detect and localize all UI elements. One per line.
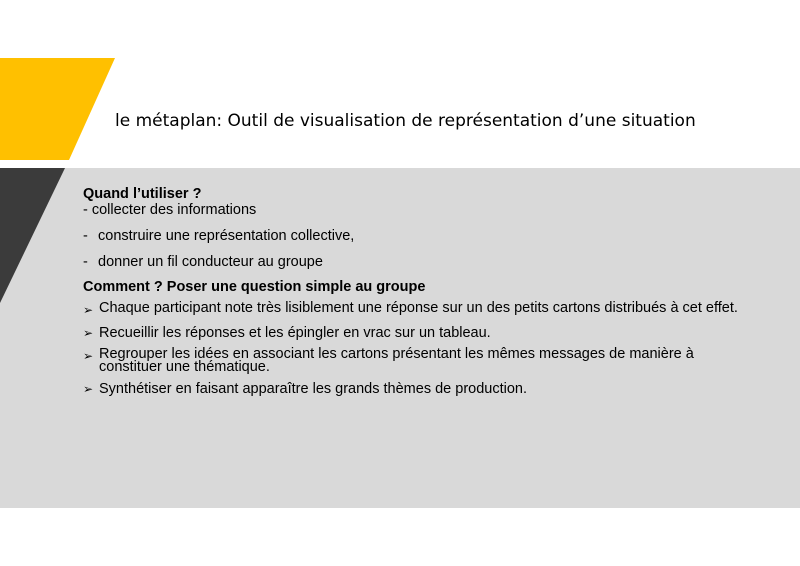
arrow-bullet-icon: ➢ xyxy=(83,382,94,396)
step-text: Synthétiser en faisant apparaître les grands thèmes de production. xyxy=(99,381,528,397)
when-item-collect: - collecter des informations xyxy=(83,202,257,218)
when-item-representation xyxy=(83,228,743,244)
how-heading: Comment ? Poser une question simple au groupe xyxy=(83,279,426,295)
arrow-bullet-icon: ➢ xyxy=(83,303,94,317)
when-item-text: donner un fil conducteur au groupe xyxy=(98,254,323,270)
step-text: Chaque participant note très lisiblement une réponse sur un des petits cartons distribués à cet effet. xyxy=(99,300,738,316)
step-item xyxy=(83,302,743,318)
step-text: Recueillir les réponses et les épingler en vrac sur un tableau. xyxy=(99,325,491,341)
slide-title: le métaplan: Outil de visualisation de représentation d’une situation xyxy=(115,111,696,131)
when-item-text: construire une représentation collective, xyxy=(98,228,355,244)
slide-body xyxy=(83,186,743,397)
step-item xyxy=(83,348,743,374)
dash-marker: - xyxy=(83,254,88,270)
when-item-guideline xyxy=(83,254,743,270)
yellow-accent-shape xyxy=(0,58,115,160)
step-item xyxy=(83,381,743,397)
arrow-bullet-icon: ➢ xyxy=(83,349,94,363)
dash-marker: - xyxy=(83,228,88,244)
when-to-use-heading: Quand l’utiliser ? xyxy=(83,186,202,202)
step-item xyxy=(83,325,743,341)
arrow-bullet-icon: ➢ xyxy=(83,326,94,340)
step-text: Regrouper les idées en associant les cartons présentant les mêmes messages de manière à constituer une thématique. xyxy=(99,346,694,375)
